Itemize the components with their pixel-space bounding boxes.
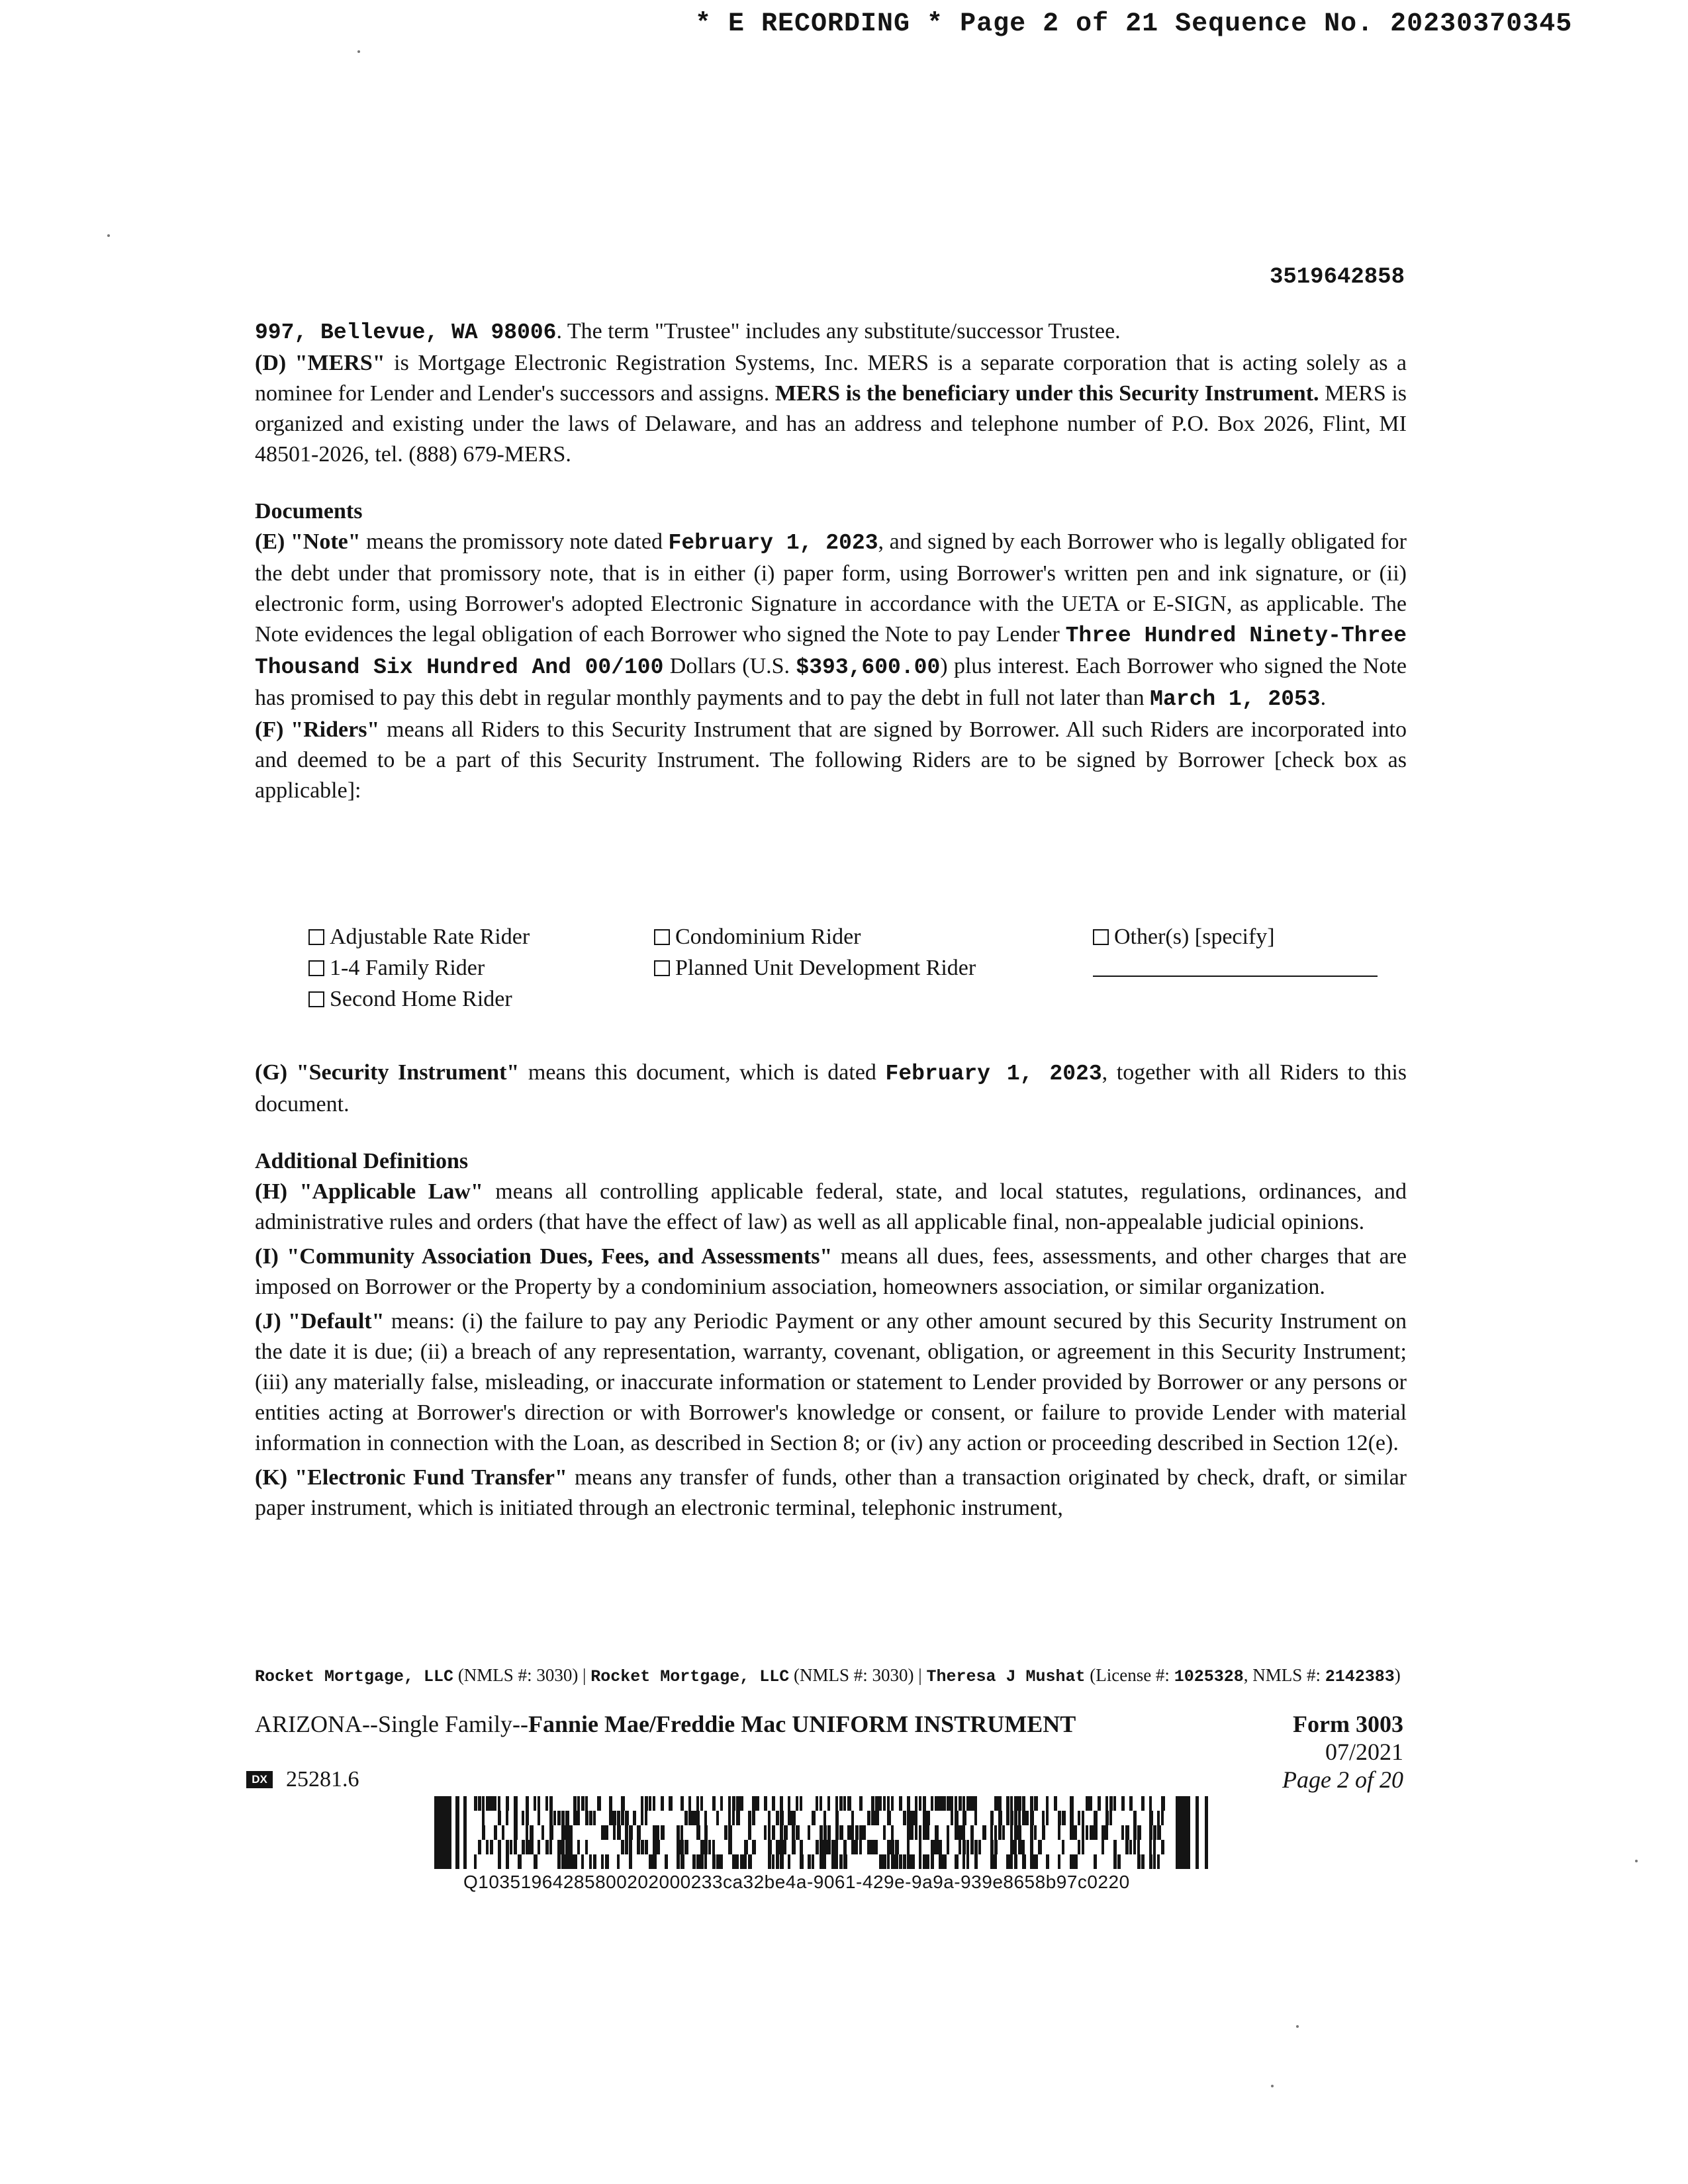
community-association-paragraph xyxy=(255,1242,1407,1302)
license-label: (License #: xyxy=(1085,1665,1174,1685)
scan-speck xyxy=(357,50,360,53)
mers-paragraph xyxy=(255,348,1407,470)
lender-name-1: Rocket Mortgage, LLC xyxy=(255,1667,454,1686)
note-text-4: ) plus interest. Each Borrower who signed the Note has promised to pay this debt in regular monthly payments and to pay the debt in full not later than xyxy=(255,654,1407,710)
checkbox-icon[interactable] xyxy=(308,929,324,945)
rider-other[interactable] xyxy=(1093,921,1275,952)
recording-header: * E RECORDING * Page 2 of 21 Sequence No. 20230370345 xyxy=(695,9,1573,39)
security-instrument-paragraph xyxy=(255,1058,1407,1120)
footer-doc-code xyxy=(246,1767,359,1792)
document-body xyxy=(255,316,1407,806)
eft-text: means any transfer of funds, other than a transaction originated by check, draft, or similar paper instrument, which is initiated through an electronic terminal, telephonic instrument, xyxy=(255,1465,1407,1520)
security-instrument-text-2: , together with all Riders to this document. xyxy=(255,1060,1407,1116)
other-specify-line[interactable] xyxy=(1093,976,1378,977)
note-maturity: March 1, 2053 xyxy=(1150,687,1321,711)
lender-name-2: Rocket Mortgage, LLC xyxy=(590,1667,790,1686)
default-paragraph xyxy=(255,1306,1407,1459)
barcode-image xyxy=(434,1796,1215,1869)
note-amount-words: Three Hundred Ninety-Three Thousand Six Hundred And 00/100 xyxy=(255,623,1407,680)
loan-officer-name: Theresa J Mushat xyxy=(926,1667,1086,1686)
form-title-state: ARIZONA--Single Family-- xyxy=(255,1711,528,1737)
rider-label: 1-4 Family Rider xyxy=(330,956,485,980)
rider-1-4-family[interactable] xyxy=(308,952,530,983)
riders-label: (F) "Riders" xyxy=(255,717,380,742)
rider-condominium[interactable] xyxy=(654,921,976,952)
security-instrument-text-1: means this document, which is dated xyxy=(519,1060,886,1085)
additional-definitions-heading: Additional Definitions xyxy=(255,1149,469,1173)
scan-speck xyxy=(1296,2025,1299,2028)
checkbox-icon[interactable] xyxy=(308,960,324,976)
trustee-address: 997, Bellevue, WA 98006 xyxy=(255,320,557,345)
checkbox-icon[interactable] xyxy=(1093,929,1109,945)
doc-code: 25281.6 xyxy=(286,1767,359,1792)
checkbox-icon[interactable] xyxy=(654,929,670,945)
security-instrument-date: February 1, 2023 xyxy=(885,1062,1102,1086)
mers-text-2: MERS is organized and existing under the laws of Delaware, and has an address and telephone number of P.O. Box 2026, Flint, MI 48501-2026, tel. (888) 679-MERS. xyxy=(255,381,1407,467)
eft-paragraph xyxy=(255,1463,1407,1524)
docmagic-logo-icon: DX xyxy=(246,1771,273,1788)
applicable-law-text: means all controlling applicable federal, state, and local statutes, regulations, ordinances, and administrative rules and orders (that have the effect of law) as well as all applicable final, non-appealable judicial opinions. xyxy=(255,1179,1407,1234)
rider-label: Adjustable Rate Rider xyxy=(330,925,530,949)
trustee-paragraph xyxy=(255,316,1407,348)
note-text-2: , and signed by each Borrower who is legally obligated for the debt under that promissory note, that is in either (i) paper form, using Borrower's written pen and ink signature, or (ii) electronic form, using Borrower's adopted Electronic Signature in accordance with the UETA or E-SIGN, as applicable. The Note evidences the legal obligation of each Borrower who signed the Note to pay Lender xyxy=(255,529,1407,647)
form-date: 07/2021 xyxy=(1325,1739,1403,1765)
rider-label: Other(s) [specify] xyxy=(1114,925,1275,949)
page-number: Page 2 of 20 xyxy=(1282,1766,1403,1793)
scan-speck xyxy=(1635,1860,1638,1862)
barcode-number: Q10351964285800202000233ca32be4a-9061-429e-9a9a-939e8658b97c0220 xyxy=(463,1872,1130,1892)
checkbox-icon[interactable] xyxy=(654,960,670,976)
form-number: Form 3003 xyxy=(1293,1711,1403,1737)
loan-number: 3519642858 xyxy=(1269,265,1405,290)
document-body-continued xyxy=(255,1058,1407,1524)
community-association-label: (I) "Community Association Dues, Fees, and Assessments" xyxy=(255,1244,833,1269)
riders-column-2 xyxy=(654,921,976,983)
lender-nmls-2: (NMLS #: 3030) | xyxy=(789,1665,927,1685)
footer-lender-info xyxy=(255,1664,1420,1688)
note-date: February 1, 2023 xyxy=(668,531,878,555)
note-text-5: . xyxy=(1320,686,1327,710)
footer-form-title xyxy=(255,1710,1076,1738)
note-text-3: Dollars (U.S. xyxy=(663,654,796,678)
scan-speck xyxy=(1271,2085,1274,2087)
footer-close-paren: ) xyxy=(1394,1665,1401,1685)
riders-paragraph xyxy=(255,715,1407,806)
rider-adjustable-rate[interactable] xyxy=(308,921,530,952)
note-amount: $393,600.00 xyxy=(796,655,941,680)
nmls-id: 2142383 xyxy=(1325,1667,1395,1686)
applicable-law-paragraph xyxy=(255,1177,1407,1238)
form-title-uniform: Fannie Mae/Freddie Mac UNIFORM INSTRUMENT xyxy=(528,1711,1076,1737)
note-paragraph xyxy=(255,527,1407,715)
default-label: (J) "Default" xyxy=(255,1309,385,1334)
rider-label: Condominium Rider xyxy=(675,925,861,949)
rider-planned-unit-development[interactable] xyxy=(654,952,976,983)
mers-beneficiary: MERS is the beneficiary under this Security Instrument. xyxy=(774,381,1319,406)
mers-label: (D) "MERS" xyxy=(255,351,385,375)
default-text: means: (i) the failure to pay any Periodic Payment or any other amount secured by this Security Instrument on the date it is due; (ii) a breach of any representation, warranty, covenant, obligation, or agreement in this Security Instrument; (iii) any materially false, misleading, or inaccurate information or statement to Lender provided by Borrower or any persons or entities acting at Borrower's direction or with Borrower's knowledge or consent, or failure to provide Lender with material information in connection with the Loan, as described in Section 8; or (iv) any action or proceeding described in Section 12(e). xyxy=(255,1309,1407,1455)
riders-column-1 xyxy=(308,921,530,1015)
license-number: 1025328 xyxy=(1174,1667,1244,1686)
note-label: (E) "Note" xyxy=(255,529,361,554)
scan-speck xyxy=(107,234,110,237)
mers-text-1: is Mortgage Electronic Registration Systems, Inc. MERS is a separate corporation that is acting solely as a nominee for Lender and Lender's successors and assigns. xyxy=(255,351,1407,406)
lender-nmls-1: (NMLS #: 3030) | xyxy=(453,1665,591,1685)
footer-form-info xyxy=(1282,1710,1403,1794)
rider-label: Planned Unit Development Rider xyxy=(675,956,976,980)
nmls-label: , NMLS #: xyxy=(1243,1665,1325,1685)
note-text-1: means the promissory note dated xyxy=(360,529,669,554)
riders-text: means all Riders to this Security Instrument that are signed by Borrower. All such Riders are incorporated into and deemed to be a part of this Security Instrument. The following Riders are to be signed by Borrower [check box as applicable]: xyxy=(255,717,1407,803)
trustee-text: . The term "Trustee" includes any substitute/successor Trustee. xyxy=(556,319,1121,343)
applicable-law-label: (H) "Applicable Law" xyxy=(255,1179,483,1204)
documents-heading: Documents xyxy=(255,499,363,523)
security-instrument-label: (G) "Security Instrument" xyxy=(255,1060,520,1085)
eft-label: (K) "Electronic Fund Transfer" xyxy=(255,1465,567,1490)
community-association-text: means all dues, fees, assessments, and other charges that are imposed on Borrower or the Property by a condominium association, homeowners association, or similar organization. xyxy=(255,1244,1407,1299)
riders-column-3 xyxy=(1093,921,1275,952)
rider-label: Second Home Rider xyxy=(330,987,512,1011)
rider-second-home[interactable] xyxy=(308,983,530,1015)
checkbox-icon[interactable] xyxy=(308,991,324,1007)
